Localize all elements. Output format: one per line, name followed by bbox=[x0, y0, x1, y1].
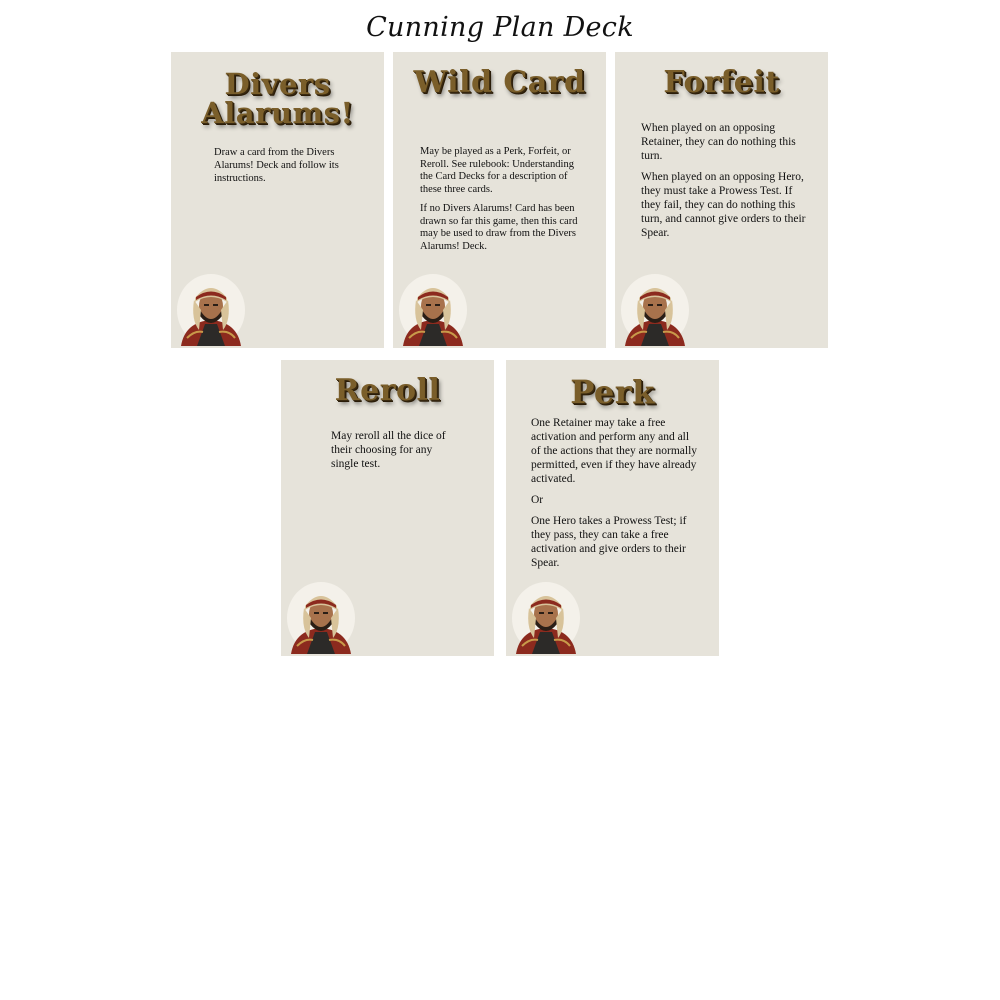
card-title-line: Alarums! bbox=[201, 96, 354, 130]
card-paragraph: If no Divers Alarums! Card has been drawn so far this game, then this card may be used to draw from the Divers Alarums! Deck. bbox=[420, 203, 578, 252]
card-title-line: Divers bbox=[224, 67, 331, 101]
hero-portrait-image bbox=[510, 578, 582, 654]
card-forfeit[interactable] bbox=[615, 52, 828, 348]
card-divers-alarums[interactable] bbox=[171, 52, 384, 348]
card-wild-card[interactable] bbox=[393, 52, 606, 348]
card-perk[interactable] bbox=[506, 360, 719, 656]
card-title bbox=[281, 373, 494, 408]
card-paragraph: Or bbox=[531, 494, 544, 506]
deck-title: Cunning Plan Deck bbox=[366, 12, 634, 43]
hero-portrait-image bbox=[397, 270, 469, 346]
card-paragraph: One Hero takes a Prowess Test; if they pass, they can take a free activation and give orders to their Spear. bbox=[531, 515, 687, 569]
card-title-line: Forfeit bbox=[663, 65, 780, 100]
card-title bbox=[506, 373, 719, 411]
card-title-line: Perk bbox=[570, 373, 655, 411]
hero-portrait-image bbox=[619, 270, 691, 346]
card-title bbox=[615, 65, 828, 100]
card-paragraph: Draw a card from the Divers Alarums! Deck and follow its instructions. bbox=[214, 147, 339, 184]
card-rules-text bbox=[331, 429, 456, 478]
card-paragraph: When played on an opposing Hero, they must take a Prowess Test. If they fail, they can do nothing this turn, and cannot give orders to their Spear. bbox=[641, 171, 806, 239]
hero-portrait-image bbox=[175, 270, 247, 346]
card-rules-text bbox=[531, 416, 701, 577]
hero-portrait-image bbox=[285, 578, 357, 654]
card-title-line: Wild Card bbox=[413, 65, 586, 100]
card-paragraph: One Retainer may take a free activation and perform any and all of the actions that they are normally permitted, even if they have already activated. bbox=[531, 417, 698, 485]
card-title bbox=[171, 67, 384, 130]
card-paragraph: May reroll all the dice of their choosing for any single test. bbox=[331, 430, 446, 470]
card-rules-text bbox=[214, 146, 349, 192]
card-paragraph: May be played as a Perk, Forfeit, or Reroll. See rulebook: Understanding the Card Decks for a description of these three cards. bbox=[420, 146, 574, 195]
card-title bbox=[393, 65, 606, 100]
card-title-line: Reroll bbox=[334, 373, 441, 408]
card-reroll[interactable] bbox=[281, 360, 494, 656]
card-paragraph: When played on an opposing Retainer, they can do nothing this turn. bbox=[641, 122, 796, 162]
card-rules-text bbox=[641, 121, 806, 247]
card-rules-text bbox=[420, 146, 585, 260]
